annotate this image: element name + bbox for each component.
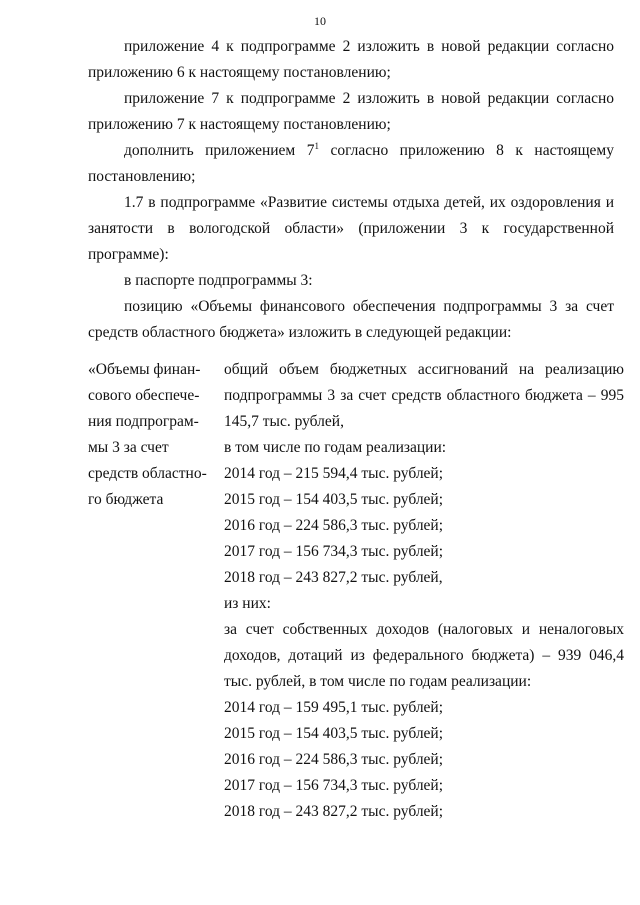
by-years-label: в том числе по годам реализации: <box>224 439 447 456</box>
funding-table-label-column <box>88 357 214 513</box>
paragraph-appendix-7: приложение 7 к подпрограмме 2 изложить в новой редакции согласно приложению 7 к настоящему постановлению; <box>88 90 614 133</box>
year-own-2016: 2016 год – 224 586,3 тыс. рублей; <box>224 751 444 768</box>
paragraph-position: позицию «Объемы финансового обеспечения подпрограммы 3 за счет средств областного бюджета» изложить в следующей редакции: <box>88 298 614 341</box>
own-income-total: за счет собственных доходов (налоговых и неналоговых доходов, дотаций из федерального бюджета) – 939 046,4 тыс. рублей, в том числе по годам реализации: <box>224 621 624 690</box>
year-own-2017: 2017 год – 156 734,3 тыс. рублей; <box>224 777 444 794</box>
label-line: сового обеспече- <box>88 387 200 404</box>
total-allocations: общий объем бюджетных ассигнований на реализацию подпрограммы 3 за счет средств областного бюджета – 995 145,7 тыс. рублей, <box>224 361 624 430</box>
paragraph-subprogram-1-7: 1.7 в подпрограмме «Развитие системы отдыха детей, их оздоровления и занятости в вологодской области» (приложении 3 к государственной программе): <box>88 194 614 263</box>
year-total-2017: 2017 год – 156 734,3 тыс. рублей; <box>224 543 444 560</box>
superscript-one: 1 <box>314 141 319 151</box>
of-which-label: из них: <box>224 595 271 612</box>
paragraph-appendix-4: приложение 4 к подпрограмме 2 изложить в новой редакции согласно приложению 6 к настоящему постановлению; <box>88 38 614 81</box>
paragraph-appendix-7-1-end: согласно приложению 8 к настоящему постановлению; <box>88 142 614 185</box>
year-total-2014: 2014 год – 215 594,4 тыс. рублей; <box>224 465 444 482</box>
paragraph-passport: в паспорте подпрограммы 3: <box>124 272 313 289</box>
paragraph-appendix-7-1 <box>88 138 614 190</box>
year-own-2015: 2015 год – 154 403,5 тыс. рублей; <box>224 725 444 742</box>
year-own-2018: 2018 год – 243 827,2 тыс. рублей; <box>224 803 444 820</box>
label-line: «Объемы финан- <box>88 361 201 378</box>
year-total-2015: 2015 год – 154 403,5 тыс. рублей; <box>224 491 444 508</box>
label-line: средств областно- <box>88 465 207 482</box>
label-line: ния подпрограм- <box>88 413 199 430</box>
page-number: 10 <box>314 14 326 28</box>
funding-table-value-column <box>224 357 624 825</box>
label-line: го бюджета <box>88 491 164 508</box>
label-line: мы 3 за счет <box>88 439 169 456</box>
paragraph-appendix-7-1-start: дополнить приложением 7 <box>124 142 315 159</box>
document-body <box>88 34 614 346</box>
year-total-2018: 2018 год – 243 827,2 тыс. рублей, <box>224 569 443 586</box>
year-own-2014: 2014 год – 159 495,1 тыс. рублей; <box>224 699 444 716</box>
year-total-2016: 2016 год – 224 586,3 тыс. рублей; <box>224 517 444 534</box>
